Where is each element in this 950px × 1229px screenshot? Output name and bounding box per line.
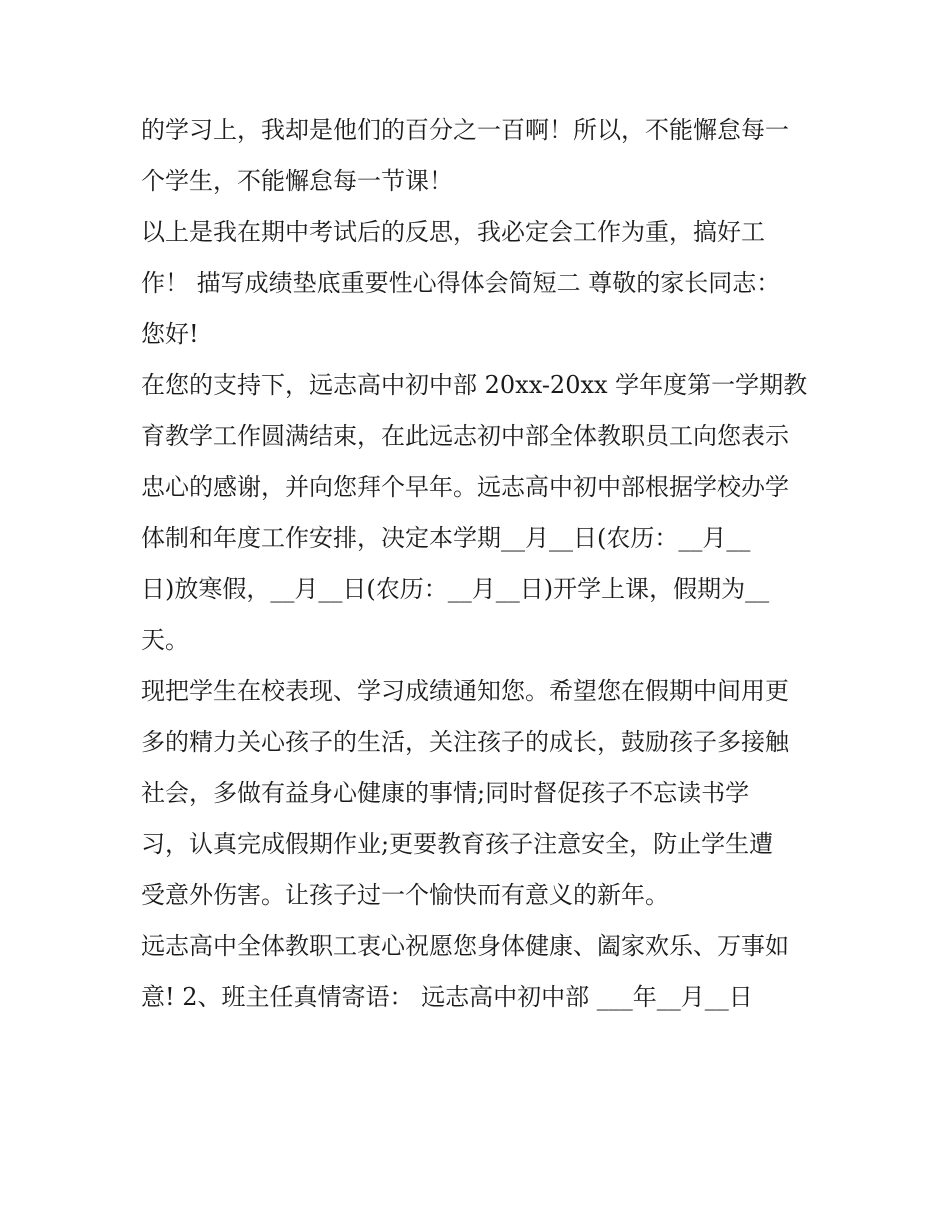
document-body [141,105,821,1023]
text-line: 现把学生在校表现、学习成绩通知您。希望您在假期中间用更 [141,677,789,705]
text-line: 育教学工作圆满结束，在此远志初中部全体教职员工向您表示 [141,422,789,450]
text-line: 的学习上，我却是他们的百分之一百啊！所以，不能懈怠每一 [141,116,789,144]
text-line: 在您的支持下，远志高中初中部 20xx-20xx 学年度第一学期教 [141,371,808,399]
text-line: 意! 2、班主任真情寄语： 远志高中初中部 ___年__月__日 [141,983,753,1011]
text-line: 习，认真完成假期作业;更要教育孩子注意安全，防止学生遭 [141,830,774,858]
text-line: 天。 [141,626,189,654]
text-line: 以上是我在期中考试后的反思，我必定会工作为重，搞好工 [141,218,765,246]
text-line: 社会，多做有益身心健康的事情;同时督促孩子不忘读书学 [141,779,750,807]
text-line: 您好! [141,320,199,348]
text-line: 体制和年度工作安排，决定本学期__月__日(农历：__月__ [141,524,751,552]
text-line: 远志高中全体教职工衷心祝愿您身体健康、阖家欢乐、万事如 [141,932,789,960]
text-line: 作！ 描写成绩垫底重要性心得体会简短二 尊敬的家长同志： [141,269,781,297]
text-line: 个学生，不能懈怠每一节课！ [141,167,453,195]
text-line: 忠心的感谢，并向您拜个早年。远志高中初中部根据学校办学 [141,473,789,501]
text-line: 日)放寒假，__月__日(农历：__月__日)开学上课，假期为__ [141,575,770,603]
text-line: 受意外伤害。让孩子过一个愉快而有意义的新年。 [141,881,669,909]
text-line: 多的精力关心孩子的生活，关注孩子的成长，鼓励孩子多接触 [141,728,789,756]
